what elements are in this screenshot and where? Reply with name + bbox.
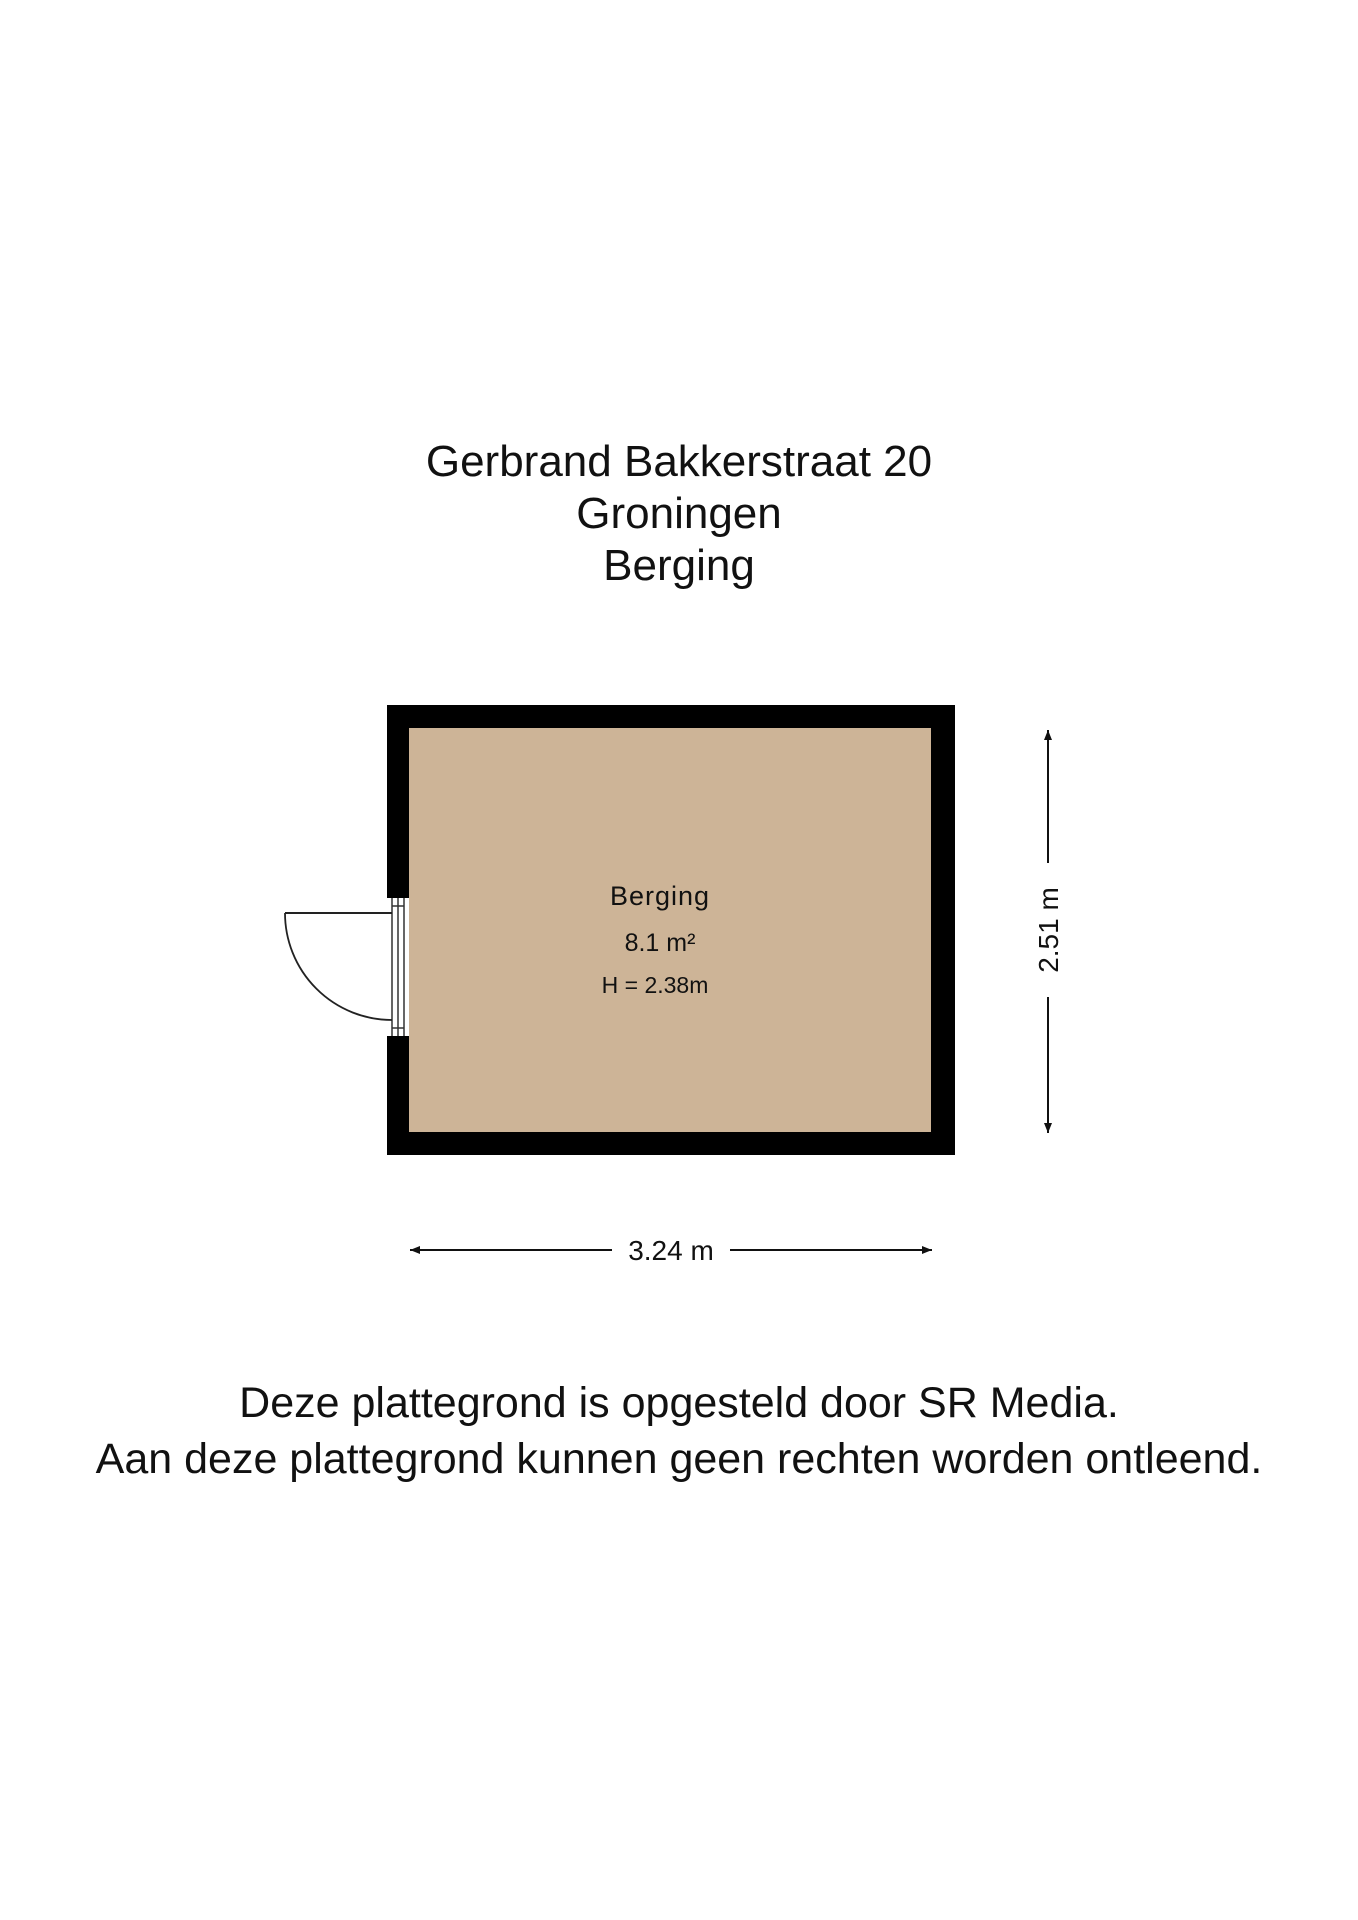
disclaimer xyxy=(0,1375,1358,1487)
room-height-label: H = 2.38m xyxy=(601,972,709,998)
floor-title: Berging xyxy=(603,541,755,590)
room-area-label: 8.1 m² xyxy=(624,929,696,957)
door-swing-arc xyxy=(285,913,392,1020)
disclaimer-line-2: Aan deze plattegrond kunnen geen rechten worden ontleend. xyxy=(95,1435,1263,1483)
room-name-label: Berging xyxy=(609,881,711,911)
width-dimension-label: 3.24 m xyxy=(628,1235,714,1266)
disclaimer-line-1: Deze plattegrond is opgesteld door SR Media. xyxy=(239,1379,1119,1427)
depth-dimension-label: 2.51 m xyxy=(1033,887,1064,973)
address-title: Gerbrand Bakkerstraat 20 xyxy=(425,437,933,486)
city-title: Groningen xyxy=(576,489,782,538)
